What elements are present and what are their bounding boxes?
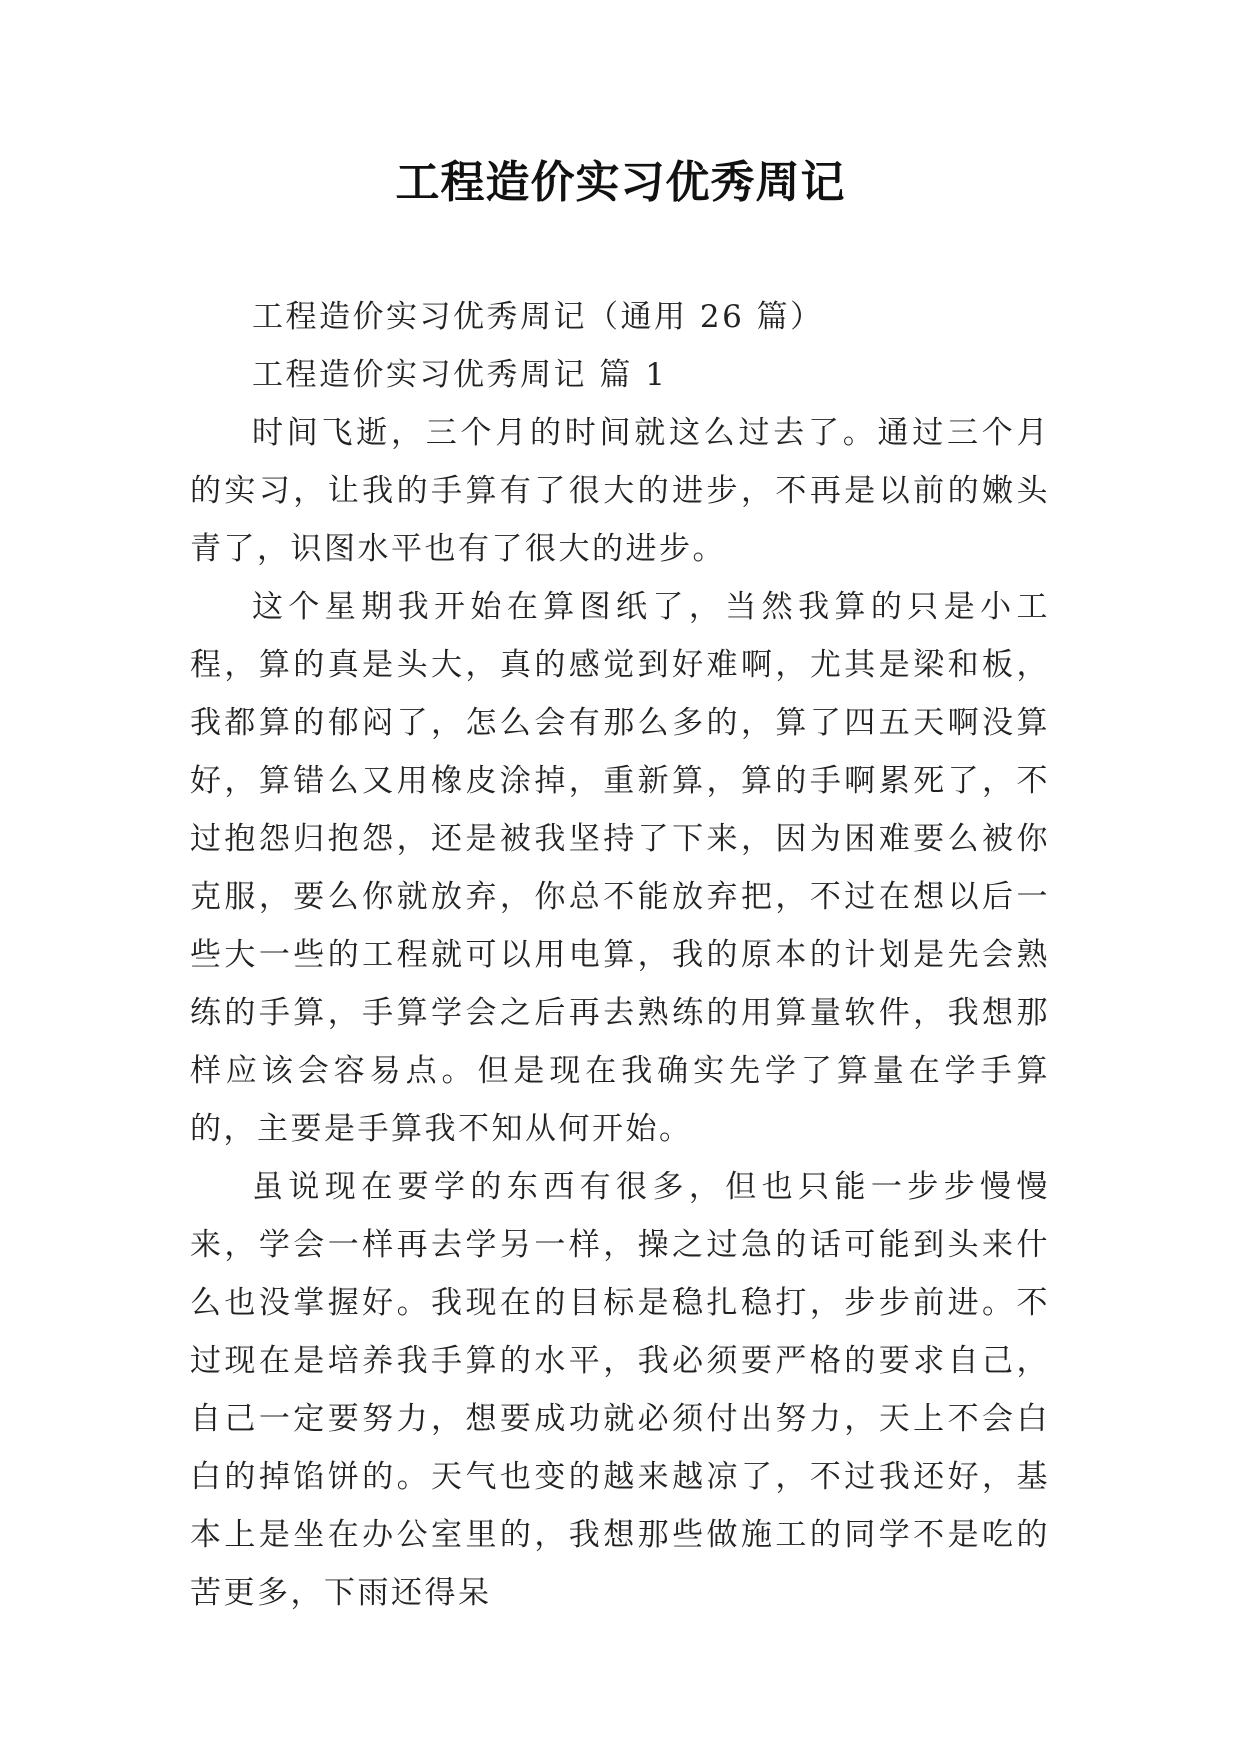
document-title: 工程造价实习优秀周记 — [395, 157, 846, 208]
document-body — [190, 288, 1050, 1622]
paragraph: 时间飞逝，三个月的时间就这么过去了。通过三个月的实习，让我的手算有了很大的进步，不再是以前的嫩头青了，识图水平也有了很大的进步。 — [190, 415, 1050, 567]
section-heading: 工程造价实习优秀周记 篇 1 — [252, 357, 668, 393]
paragraph: 这个星期我开始在算图纸了，当然我算的只是小工程，算的真是头大，真的感觉到好难啊，尤其是梁和板，我都算的郁闷了，怎么会有那么多的，算了四五天啊没算好，算错么又用橡皮涂掉，重新算，算的手啊累死了，不过抱怨归抱怨，还是被我坚持了下来，因为困难要么被你克服，要么你就放弃，你总不能放弃把，不过在想以后一些大一些的工程就可以用电算，我的原本的计划是先会熟练的手算，手算学会之后再去熟练的用算量软件，我想那样应该会容易点。但是现在我确实先学了算量在学手算的，主要是手算我不知从何开始。 — [190, 589, 1050, 1147]
subtitle-line: 工程造价实习优秀周记（通用 26 篇） — [252, 299, 824, 335]
paragraph: 虽说现在要学的东西有很多，但也只能一步步慢慢来，学会一样再去学另一样，操之过急的话可能到头来什么也没掌握好。我现在的目标是稳扎稳打，步步前进。不过现在是培养我手算的水平，我必须要严格的要求自己，自己一定要努力，想要成功就必须付出努力，天上不会白白的掉馅饼的。天气也变的越来越凉了，不过我还好，基本上是坐在办公室里的，我想那些做施工的同学不是吃的苦更多，下雨还得呆 — [190, 1169, 1050, 1611]
